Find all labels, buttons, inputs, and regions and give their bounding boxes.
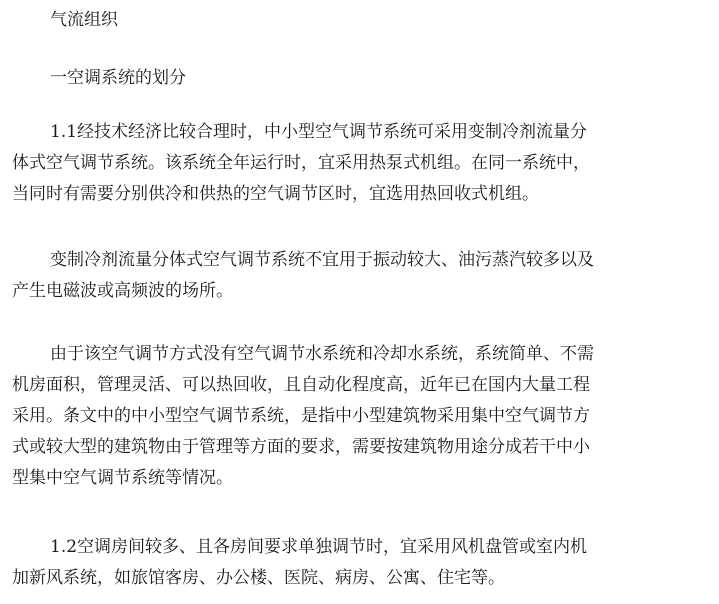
paragraph-line: 1.1经技术经济比较合理时，中小型空气调节系统可采用变制冷剂流量分 (50, 122, 588, 142)
paragraph-3 (12, 339, 692, 494)
section-title: 气流组织 (50, 10, 118, 30)
paragraph-4 (12, 532, 692, 594)
paragraph-line: 加新风系统，如旅馆客房、办公楼、医院、病房、公寓、住宅等。 (12, 568, 505, 588)
paragraph-line: 体式空气调节系统。该系统全年运行时，宜采用热泵式机组。在同一系统中， (12, 153, 590, 173)
paragraph-line: 1.2空调房间较多、且各房间要求单独调节时，宜采用风机盘管或室内机 (50, 537, 588, 557)
subsection-title: 一空调系统的划分 (50, 68, 186, 88)
paragraph-line: 型集中空气调节系统等情况。 (12, 468, 233, 488)
paragraph-line: 式或较大型的建筑物由于管理等方面的要求，需要按建筑物用途分成若干中小 (12, 437, 590, 457)
paragraph-line: 采用。条文中的中小型空气调节系统，是指中小型建筑物采用集中空气调节方 (12, 406, 590, 426)
paragraph-line: 产生电磁波或高频波的场所。 (12, 281, 233, 301)
paragraph-line: 当同时有需要分别供冷和供热的空气调节区时，宜选用热回收式机组。 (12, 184, 539, 204)
paragraph-line: 由于该空气调节方式没有空气调节水系统和冷却水系统，系统简单、不需 (50, 344, 594, 364)
paragraph-line: 机房面积，管理灵活、可以热回收，且自动化程度高，近年已在国内大量工程 (12, 375, 590, 395)
paragraph-2 (12, 245, 692, 307)
paragraph-1 (12, 117, 692, 210)
paragraph-line: 变制冷剂流量分体式空气调节系统不宜用于振动较大、油污蒸汽较多以及 (50, 250, 594, 270)
